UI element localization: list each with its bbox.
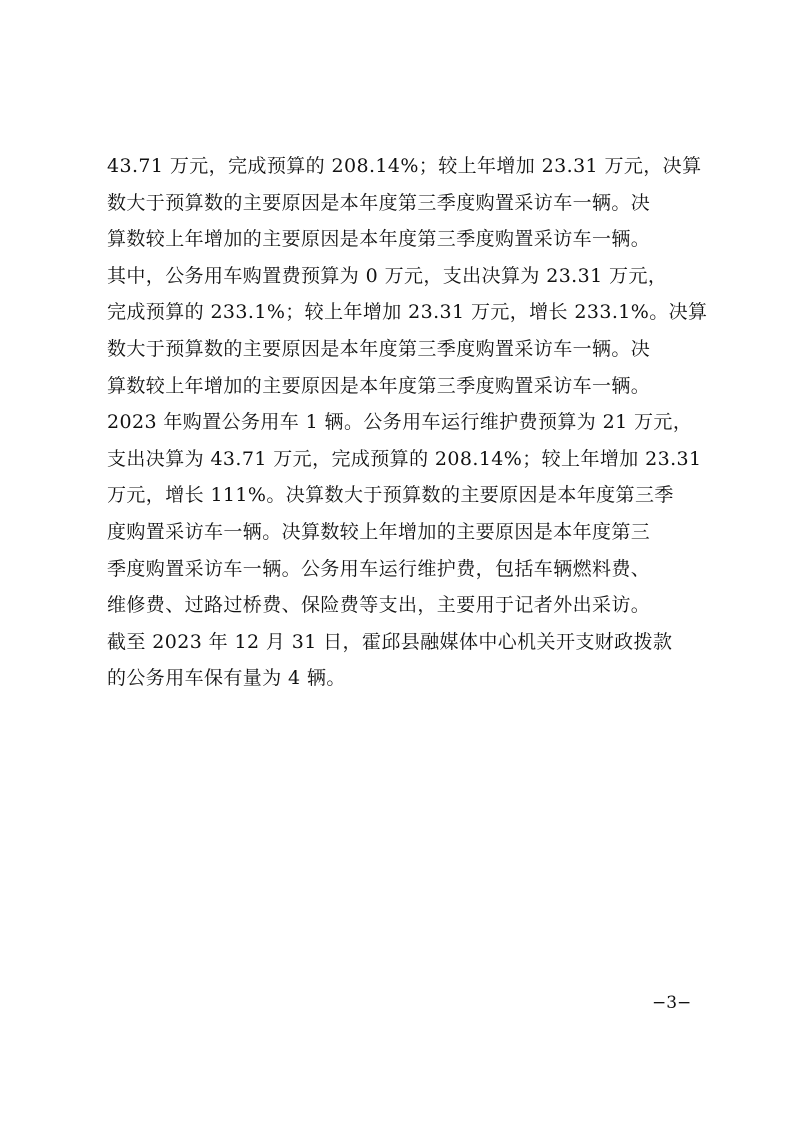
text-line: 季度购置采访车一辆。公务用车运行维护费，包括车辆燃料费、 — [107, 557, 651, 580]
text-line: 2023 年购置公务用车 1 辆。公务用车运行维护费预算为 21 万元， — [107, 411, 693, 434]
text-line: 万元，增长 111%。决算数大于预算数的主要原因是本年度第三季 — [107, 484, 674, 507]
text-line: 维修费、过路过桥费、保险费等支出，主要用于记者外出采访。 — [107, 594, 651, 617]
text-line: 度购置采访车一辆。决算数较上年增加的主要原因是本年度第三 — [107, 520, 651, 543]
text-line: 完成预算的 233.1%；较上年增加 23.31 万元，增长 233.1%。决算 — [107, 301, 708, 324]
text-line: 其中，公务用车购置费预算为 0 万元，支出决算为 23.31 万元， — [107, 264, 668, 287]
body-paragraph — [107, 148, 708, 697]
text-line: 算数较上年增加的主要原因是本年度第三季度购置采访车一辆。 — [107, 374, 651, 397]
text-line: 数大于预算数的主要原因是本年度第三季度购置采访车一辆。决 — [107, 191, 651, 214]
page-number: −3− — [652, 993, 692, 1013]
text-line: 数大于预算数的主要原因是本年度第三季度购置采访车一辆。决 — [107, 337, 651, 360]
text-line: 算数较上年增加的主要原因是本年度第三季度购置采访车一辆。 — [107, 228, 651, 251]
text-line: 支出决算为 43.71 万元，完成预算的 208.14%；较上年增加 23.31 — [107, 447, 702, 470]
text-line: 的公务用车保有量为 4 辆。 — [107, 667, 346, 690]
text-line: 截至 2023 年 12 月 31 日，霍邱县融媒体中心机关开支财政拨款 — [107, 630, 673, 653]
text-line: 43.71 万元，完成预算的 208.14%；较上年增加 23.31 万元，决算 — [107, 155, 702, 177]
